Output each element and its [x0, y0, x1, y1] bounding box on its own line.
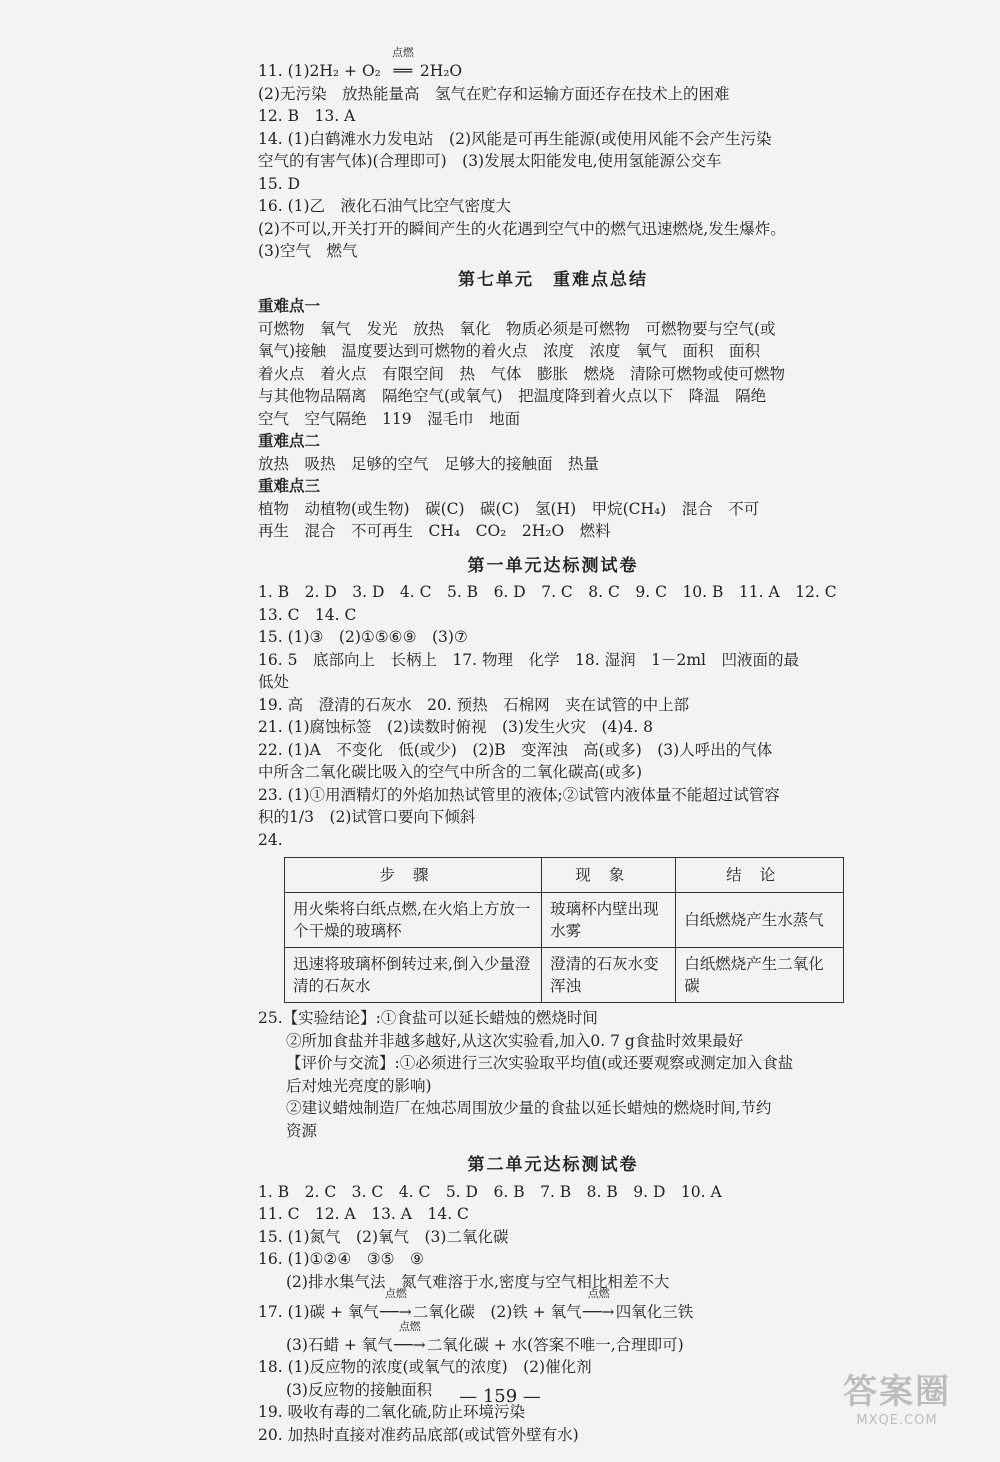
answer-line: 与其他物品隔离 隔绝空气(或氧气) 把温度降到着火点以下 降温 隔绝: [258, 387, 767, 405]
q17-text-a: 17. (1)碳 + 氧气: [258, 1303, 379, 1321]
table-cell: 澄清的石灰水变浑浊: [542, 948, 676, 1003]
page-number: — 159 —: [459, 1386, 541, 1407]
answer-line: (3)空气 燃气: [258, 242, 358, 260]
answer-line: ②建议蜡烛制造厂在烛芯周围放少量的食盐以延长蜡烛的燃烧时间,节约: [286, 1099, 772, 1117]
answer-line: 15. D: [258, 174, 301, 193]
q17-3-text-b: 二氧化碳 + 水(答案不唯一,合理即可): [426, 1335, 684, 1354]
answer-line: 1. B 2. C 3. C 4. C 5. D 6. B 7. B 8. B 9. D 10. A: [258, 1182, 722, 1201]
point1-block: [258, 318, 848, 431]
table-cell: 迅速将玻璃杯倒转过来,倒入少量澄清的石灰水: [285, 948, 542, 1003]
reaction-arrow: [393, 1319, 427, 1357]
table-row: [285, 893, 844, 948]
point3-block: [258, 498, 848, 543]
right-arrow: ──→: [380, 1303, 412, 1321]
point2-title: 重难点二: [258, 431, 321, 450]
answer-line: 1. B 2. D 3. D 4. C 5. B 6. D 7. C 8. C 9. C 10. B 11. A 12. C: [258, 583, 837, 601]
answer-line: 着火点 着火点 有限空间 热 气体 膨胀 燃烧 清除可燃物或使可燃物: [258, 364, 786, 383]
answer-line: 22. (1)A 不变化 低(或少) (2)B 变浑浊 高(或多) (3)人呼出的气体: [258, 740, 773, 759]
answer-line-q17-3: [258, 1319, 848, 1357]
section-title-unit7: 第七单元 重难点总结: [458, 269, 648, 290]
answer-line: 后对烛光亮度的影响): [286, 1076, 432, 1095]
section-title-test2: 第二单元达标测试卷: [467, 1155, 639, 1175]
answer-line: 23. (1)①用酒精灯的外焰加热试管里的液体;②试管内液体量不能超过试管容: [258, 785, 780, 804]
table-cell: 玻璃杯内壁出现水雾: [542, 893, 676, 948]
answer-line-q17: [258, 1287, 848, 1324]
answer-line: 积的1/3 (2)试管口要向下倾斜: [258, 808, 476, 826]
answer-line: 14. (1)白鹤滩水力发电站 (2)风能是可再生能源(或使用风能不会产生污染: [258, 129, 772, 148]
reaction-condition: 点燃: [391, 46, 414, 59]
answer-line: (2)排水集气法 氮气难溶于水,密度与空气相比相差不大: [286, 1272, 670, 1291]
answer-line: 16. (1)①②④ ③⑤ ⑨: [258, 1250, 424, 1268]
answer-line: 16. (1)乙 液化石油气比空气密度大: [258, 197, 512, 215]
answer-line: (2)不可以,开关打开的瞬间产生的火花遇到空气中的燃气迅速燃烧,发生爆炸。: [258, 219, 786, 238]
answer-line: 20. 加热时直接对准药品底部(或试管外壁有水): [258, 1425, 579, 1444]
table-header-phenomenon: 现象: [542, 858, 676, 893]
answer-line: 11. C 12. A 13. A 14. C: [258, 1205, 469, 1223]
table-cell: 白纸燃烧产生水蒸气: [676, 893, 844, 948]
point3-title: 重难点三: [258, 476, 321, 495]
answer-line: 【评价与交流】:①必须进行三次实验取平均值(或还要观察或测定加入食盐: [286, 1054, 794, 1072]
reaction-arrow: [386, 46, 420, 83]
answer-line-q11: [258, 46, 848, 83]
answer-line: 氧气)接触 温度要达到可燃物的着火点 浓度 浓度 氧气 面积 面积: [258, 342, 761, 360]
q11-suffix: 2H₂O: [419, 62, 463, 80]
answer-line: 19. 吸收有毒的二氧化硫,防止环境污染: [258, 1403, 526, 1421]
equals-arrow: ══: [393, 62, 413, 80]
section-title-test1: 第一单元达标测试卷: [467, 555, 639, 576]
answer-line: 低处: [258, 673, 290, 691]
table-cell: 白纸燃烧产生二氧化碳: [676, 948, 844, 1003]
test1-answers-b: [258, 1007, 848, 1142]
table-header-conclusion: 结论: [676, 858, 844, 893]
answer-line: 可燃物 氧气 发光 放热 氧化 物质必须是可燃物 可燃物要与空气(或: [258, 319, 776, 338]
table-row: [285, 948, 844, 1003]
reaction-condition: 点燃: [587, 1287, 610, 1300]
watermark-logo-text: 答案圈: [843, 1372, 951, 1412]
answer-line: 空气 空气隔绝 119 湿毛巾 地面: [258, 409, 521, 428]
point1-title: 重难点一: [258, 296, 321, 315]
answer-line: 18. (1)反应物的浓度(或氧气的浓度) (2)催化剂: [258, 1358, 592, 1376]
watermark-url: MXQE.COM: [856, 1413, 938, 1428]
answer-line: ②所加食盐并非越多越好,从这次实验看,加入0. 7 g食盐时效果最好: [286, 1031, 744, 1050]
answer-line: 再生 混合 不可再生 CH₄ CO₂ 2H₂O 燃料: [258, 522, 611, 540]
right-arrow: ──→: [582, 1303, 615, 1321]
q11-prefix: 11. (1)2H₂ + O₂: [258, 62, 386, 80]
answer-page: [258, 46, 848, 1446]
answer-line: 12. B 13. A: [258, 107, 356, 125]
right-arrow: ──→: [393, 1335, 426, 1354]
answer-line: 24.: [258, 830, 283, 849]
answer-line: 21. (1)腐蚀标签 (2)读数时俯视 (3)发生火灾 (4)4. 8: [258, 718, 653, 736]
q17-3-text-a: (3)石蜡 + 氧气: [286, 1335, 393, 1354]
test1-answers-a: [258, 581, 848, 851]
point2-block: [258, 453, 848, 476]
answer-line: (3)反应物的接触面积: [286, 1380, 432, 1399]
answer-line: 放热 吸热 足够的空气 足够大的接触面 热量: [258, 454, 600, 473]
reaction-condition: 点燃: [384, 1287, 407, 1300]
reaction-arrow: [582, 1287, 616, 1324]
answer-line: 13. C 14. C: [258, 605, 357, 624]
answer-line: (2)无污染 放热能量高 氢气在贮存和运输方面还存在技术上的困难: [258, 84, 730, 103]
answer-line: 资源: [286, 1121, 318, 1140]
answer-line: 中所含二氧化碳比吸入的空气中所含的二氧化碳高(或多): [258, 763, 643, 781]
answer-line: 19. 高 澄清的石灰水 20. 预热 石棉网 夹在试管的中上部: [258, 695, 690, 714]
site-watermark: [812, 1364, 982, 1444]
q17-text-c: 四氧化三铁: [615, 1303, 694, 1321]
answer-line: 15. (1)氮气 (2)氧气 (3)二氧化碳: [258, 1227, 509, 1246]
answer-line: 空气的有害气体)(合理即可) (3)发展太阳能发电,使用氢能源公交车: [258, 152, 722, 170]
experiment-table: [284, 857, 844, 1003]
answer-line: 植物 动植物(或生物) 碳(C) 碳(C) 氢(H) 甲烷(CH₄) 混合 不可: [258, 499, 760, 518]
answer-line: 16. 5 底部向上 长柄上 17. 物理 化学 18. 湿润 1－2ml 凹液面的最: [258, 650, 799, 669]
answer-line: 25.【实验结论】:①食盐可以延长蜡烛的燃烧时间: [258, 1009, 598, 1027]
test2-answers-a: [258, 1181, 848, 1294]
table-header-step: 步骤: [285, 858, 542, 893]
reaction-condition: 点燃: [398, 1319, 421, 1333]
table-header-row: [285, 858, 844, 893]
table-cell: 用火柴将白纸点燃,在火焰上方放一个干燥的玻璃杯: [285, 893, 542, 948]
answer-block-top: [258, 83, 848, 263]
answer-line: 15. (1)③ (2)①⑤⑥⑨ (3)⑦: [258, 628, 468, 646]
q17-text-b: 二氧化碳 (2)铁 + 氧气: [412, 1303, 582, 1321]
